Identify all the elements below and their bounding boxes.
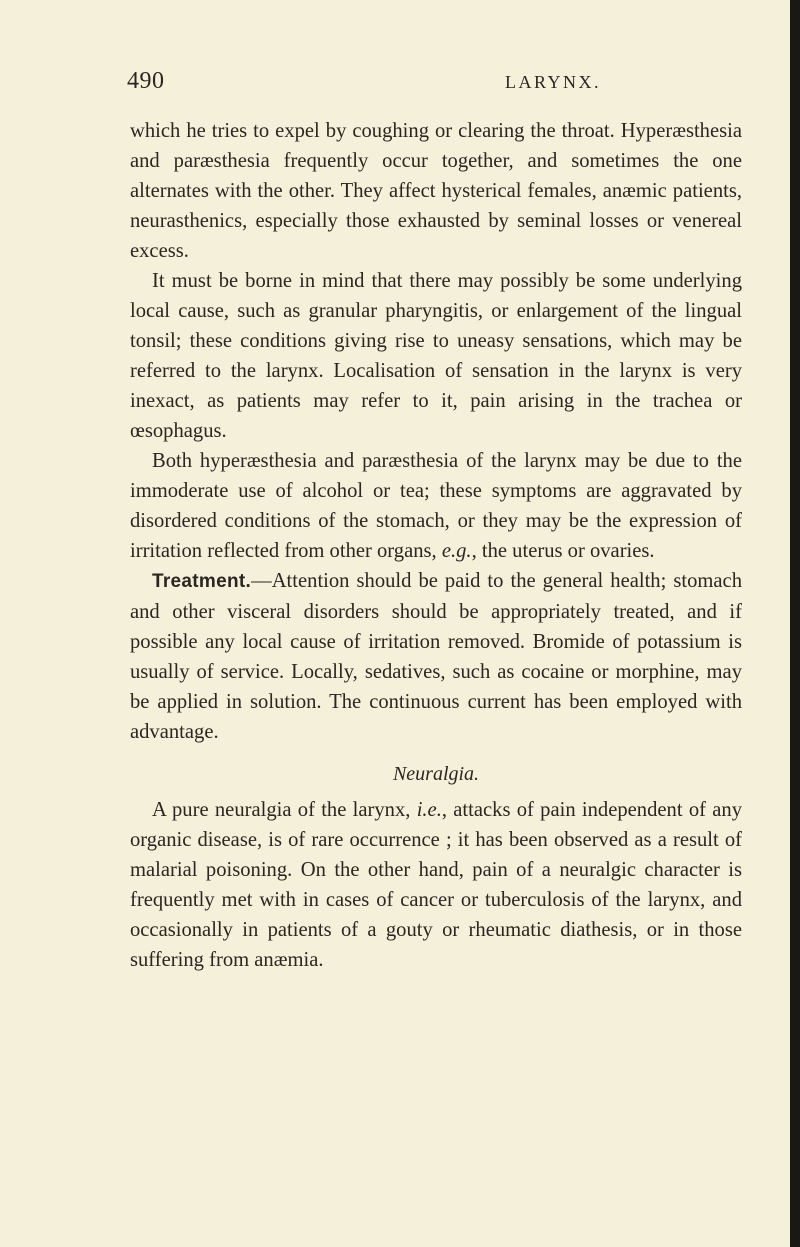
treatment-label: Treatment. [152,571,252,592]
paragraph-neuralgia-italic: i.e. [416,799,442,821]
paragraph-treatment [130,566,742,747]
page-number: 490 [127,68,165,94]
paragraph-alcohol-tea-text: Both hyperæsthesia and paræsthesia of the larynx may be due to the immoderate use of alcohol or tea; these symptoms are aggravated by disordered conditions of the stomach, or they may be the expression of irritation reflected from other organs, [130,450,742,562]
paragraph-alcohol-tea-end: , the uterus or ovaries. [471,540,655,562]
paragraph-local-cause: It must be borne in mind that there may possibly be some underlying local cause, such as granular pharyngitis, or enlargement of the lingual tonsil; these conditions giving rise to uneasy sensations, which may be referred to the larynx. Localisation of sensation in the larynx is very inexact, as patients may refer to it, pain arising in the trachea or œsophagus. [130,270,742,442]
paragraph-continuation: which he tries to expel by coughing or clearing the throat. Hyperæsthesia and paræsthesia frequently occur together, and sometimes the one alternates with the other. They affect hysterical females, anæmic patients, neurasthenics, especially those exhausted by seminal losses or venereal excess. [130,120,742,262]
treatment-text: —Attention should be paid to the general health; stomach and other visceral disorders should be appropriately treated, and if possible any local cause of irritation removed. Bromide of potassium is usually of service. Locally, sedatives, such as cocaine or morphine, may be applied in solution. The continuous current has been employed with advantage. [130,570,742,743]
page-edge-shadow [790,0,800,1247]
paragraph-neuralgia [130,795,742,975]
paragraph-neuralgia-text: A pure neuralgia of the larynx, [152,799,417,821]
paragraph-neuralgia-end: , attacks of pain independent of any organic disease, is of rare occurrence ; it has been observed as a result of malarial poisoning. On the other hand, pain of a neuralgic character is frequently met with in cases of cancer or tuberculosis of the larynx, and occasionally in patients of a gouty or rheumatic diathesis, or in those suffering from anæmia. [130,799,742,971]
body-text [130,116,742,975]
paragraph-alcohol-tea-italic: e.g. [441,540,472,562]
running-head [127,68,739,102]
paragraph-alcohol-tea [130,446,742,566]
section-heading-neuralgia: Neuralgia. [392,763,480,785]
running-head-title: LARYNX. [505,72,602,92]
